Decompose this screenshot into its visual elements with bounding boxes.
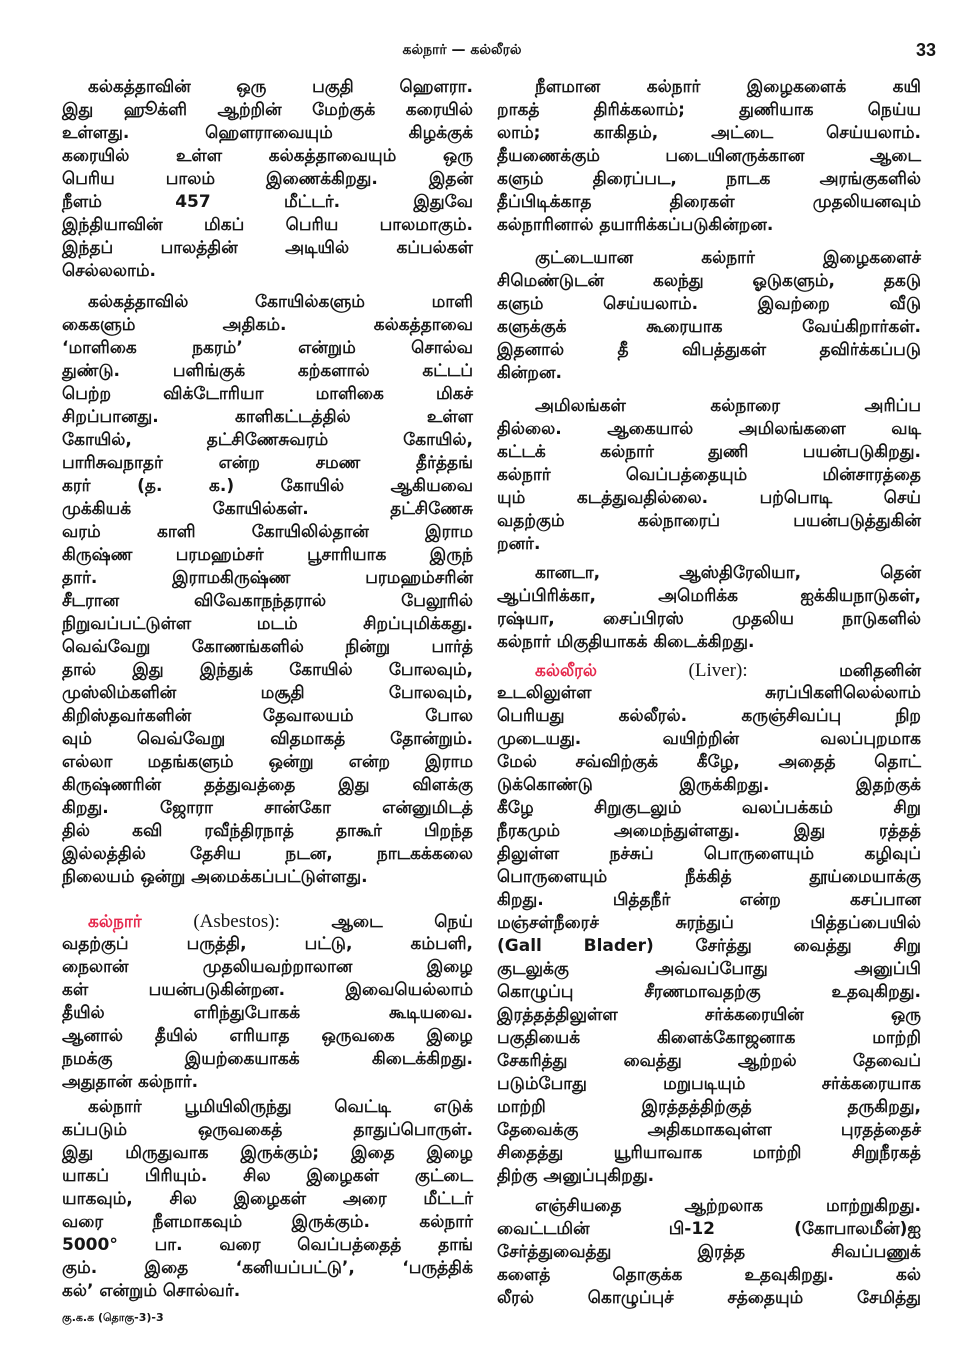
text-line: வரை நீளமாகவும் இருக்கும். கல்நார் bbox=[62, 1212, 473, 1232]
text-line: கரையில் உள்ள கல்கத்தாவையும் ஒரு bbox=[62, 146, 473, 166]
text-line: கிருஷ்ணரின் தத்துவத்தை இது விளக்கு bbox=[62, 775, 473, 795]
text-line: டுக்கொண்டு இருக்கிறது. இதற்குக் bbox=[497, 775, 921, 795]
text-line: மனிதனின் bbox=[839, 661, 922, 681]
text-line: களைத் தொகுக்க உதவுகிறது. கல் bbox=[497, 1265, 921, 1285]
text-line: தீயணைக்கும் படையினருக்கான ஆடை bbox=[497, 146, 921, 166]
text-line: ரஷ்யா, சைப்பிரஸ் முதலிய நாடுகளில் bbox=[497, 609, 921, 629]
left-column bbox=[62, 76, 473, 1303]
text-line: கல்கத்தாவின் ஒரு பகுதி ஹௌரா. bbox=[88, 77, 473, 97]
text-line: களுக்குக் கூரையாக வேய்கிறார்கள். bbox=[497, 317, 921, 337]
entry-english-term: (Liver): bbox=[688, 660, 748, 681]
text-line: சிறப்பானது. காளிகட்டத்தில் உள்ள bbox=[62, 407, 473, 427]
paragraph bbox=[497, 76, 921, 237]
text-line: நீரகமும் அமைந்துள்ளது. இது ரத்தத் bbox=[497, 821, 921, 841]
text-line: பாரிசுவநாதர் என்ற சமண தீர்த்தங் bbox=[62, 453, 473, 473]
text-line: அதுதான் கல்நார். bbox=[62, 1072, 199, 1092]
text-line: றனர். bbox=[497, 534, 541, 554]
text-line: பொருளையும் நீக்கித் தூய்மையாக்கு bbox=[497, 867, 921, 887]
text-line: கும். இதை ‘கனியப்பட்டு’, ‘பருத்திக் bbox=[62, 1258, 473, 1278]
right-column bbox=[497, 76, 921, 1310]
text-line: திலுள்ள நச்சுப் பொருளையும் கழிவுப் bbox=[497, 844, 921, 864]
text-line: சிதைத்து யூரியாவாக மாற்றி சிறுநீரகத் bbox=[497, 1143, 921, 1163]
text-line: கல்’ என்றும் சொல்வர். bbox=[62, 1281, 241, 1301]
text-line: கட்டக் கல்நார் துணி பயன்படுகிறது. bbox=[497, 442, 921, 462]
entry-first-line bbox=[497, 659, 921, 682]
text-line: கிறிஸ்தவர்களின் தேவாலயம் போல bbox=[62, 706, 473, 726]
text-line: கல்நாரினால் தயாரிக்கப்படுகின்றன. bbox=[497, 215, 774, 235]
text-line: றாகத் திரிக்கலாம்; துணியாக நெய்ய bbox=[497, 100, 921, 120]
running-title: கல்நார் — கல்லீரல் bbox=[402, 42, 522, 58]
text-line: லீரல் கொழுப்புச் சத்தையும் சேமித்து bbox=[497, 1288, 921, 1308]
text-line: கிருஷ்ண பரமஹம்சர் பூசாரியாக இருந் bbox=[62, 545, 473, 565]
text-line: திற்கு அனுப்புகிறது. bbox=[497, 1166, 655, 1186]
text-line: வரம் காளி கோயிலில்தான் இராம bbox=[62, 522, 473, 542]
paragraph bbox=[497, 395, 921, 556]
text-line: கல்நார் மிகுதியாகக் கிடைக்கிறது. bbox=[497, 632, 755, 652]
text-line: நைலான் முதலியவற்றாலான இழை bbox=[62, 957, 473, 977]
entry-liver bbox=[497, 659, 921, 1188]
text-line: உடலிலுள்ள சுரப்பிகளிலெல்லாம் bbox=[497, 683, 921, 703]
paragraph bbox=[497, 1195, 921, 1310]
text-line: மாற்றி இரத்தத்திற்குத் தருகிறது, bbox=[497, 1097, 921, 1117]
text-line: நீளம் 457 மீட்டர். இதுவே bbox=[62, 192, 473, 212]
text-line: முஸ்லிம்களின் மசூதி போலவும், bbox=[62, 683, 473, 703]
text-line: 5000° பா. வரை வெப்பத்தைத் தாங் bbox=[62, 1235, 473, 1255]
paragraph bbox=[62, 291, 473, 889]
text-line: எல்லா மதங்களும் ஒன்று என்ற இராம bbox=[62, 752, 473, 772]
text-line: களும் செய்யலாம். இவற்றை வீடு bbox=[497, 294, 921, 314]
text-line: துண்டு. பளிங்குக் கற்களால் கட்டப் bbox=[62, 361, 473, 381]
text-line: ஆடை நெய் bbox=[331, 912, 474, 932]
text-line: கள் பயன்படுகின்றன. இவையெல்லாம் bbox=[62, 980, 473, 1000]
text-line: லாம்; காகிதம், அட்டை செய்யலாம். bbox=[497, 123, 921, 143]
text-line: உள்ளது. ஹௌராவையும் கிழக்குக் bbox=[62, 123, 473, 143]
text-line: முடையது. வயிற்றின் வலப்புறமாக bbox=[497, 729, 921, 749]
text-line: (Gall Blader) சேர்த்து வைத்து சிறு bbox=[497, 936, 921, 956]
text-line: பெற்ற விக்டோரியா மாளிகை மிகச் bbox=[62, 384, 473, 404]
text-line: ஆனால் தீயில் எரியாத ஒருவகை இழை bbox=[62, 1026, 473, 1046]
volume-mark: கு.க.க (தொகு-3)-3 bbox=[62, 1311, 164, 1324]
text-line: ‘மாளிகை நகரம்’ என்றும் சொல்வ bbox=[62, 338, 473, 358]
text-line: தால் இது இந்துக் கோயில் போலவும், bbox=[62, 660, 473, 680]
text-line: கின்றன. bbox=[497, 363, 562, 383]
text-line: கல்நார் பூமியிலிருந்து வெட்டி எடுக் bbox=[88, 1097, 473, 1117]
text-line: தீயில் எரிந்துபோகக் கூடியவை. bbox=[62, 1003, 473, 1023]
text-line: கல்கத்தாவில் கோயில்களும் மாளி bbox=[88, 292, 473, 312]
text-line: பெரிய பாலம் இணைக்கிறது. இதன் bbox=[62, 169, 473, 189]
text-line: நிறுவப்பட்டுள்ள மடம் சிறப்புமிக்கது. bbox=[62, 614, 473, 634]
text-line: கல்நார் வெப்பத்தையும் மின்சாரத்தை bbox=[497, 465, 921, 485]
text-line: இந்தப் பாலத்தின் அடியில் கப்பல்கள் bbox=[62, 238, 473, 258]
text-line: வதற்கும் கல்நாரைப் பயன்படுத்துகின் bbox=[497, 511, 921, 531]
text-line: நமக்கு இயற்கையாகக் கிடைக்கிறது. bbox=[62, 1049, 473, 1069]
text-line: பெரியது கல்லீரல். கருஞ்சிவப்பு நிற bbox=[497, 706, 921, 726]
text-line: குட்டையான கல்நார் இழைகளைச் bbox=[535, 248, 921, 268]
text-line: வைட்டமின் பி-12 (கோபாலமீன்)ஐ bbox=[497, 1219, 921, 1239]
text-line: தில் கவி ரவீந்திரநாத் தாகூர் பிறந்த bbox=[62, 821, 473, 841]
text-line: இந்தியாவின் மிகப் பெரிய பாலமாகும். bbox=[62, 215, 473, 235]
text-line: யும் கடத்துவதில்லை. பற்பொடி செய் bbox=[497, 488, 921, 508]
text-line: வதற்குப் பருத்தி, பட்டு, கம்பளி, bbox=[62, 934, 473, 954]
entry-headword: கல்லீரல் bbox=[535, 661, 598, 681]
text-line: பகுதியைக் கிளைக்கோஜனாக மாற்றி bbox=[497, 1028, 921, 1048]
text-line: நிலையம் ஒன்று அமைக்கப்பட்டுள்ளது. bbox=[62, 867, 368, 887]
paragraph bbox=[497, 247, 921, 385]
text-line: கானடா, ஆஸ்திரேலியா, தென் bbox=[535, 563, 921, 583]
entry-english-term: (Asbestos): bbox=[193, 911, 280, 932]
text-line: நீளமான கல்நார் இழைகளைக் கயி bbox=[535, 77, 921, 97]
page-number: 33 bbox=[915, 40, 936, 60]
paragraph bbox=[62, 1096, 473, 1303]
text-line: முக்கியக் கோயில்கள். தட்சிணேசு bbox=[62, 499, 473, 519]
text-line: கொழுப்பு சீரணமாவதற்கு உதவுகிறது. bbox=[497, 982, 921, 1002]
paragraph bbox=[62, 76, 473, 283]
text-line: தீப்பிடிக்காத திரைகள் முதலியனவும் bbox=[497, 192, 921, 212]
text-line: சேகரித்து வைத்து ஆற்றல் தேவைப் bbox=[497, 1051, 921, 1071]
paragraph bbox=[497, 562, 921, 654]
text-line: மஞ்சள்நீரைச் சுரந்துப் பித்தப்பையில் bbox=[497, 913, 921, 933]
text-line: இது ஹூக்ளி ஆற்றின் மேற்குக் கரையில் bbox=[62, 100, 473, 120]
text-line: கைகளும் அதிகம். கல்கத்தாவை bbox=[62, 315, 473, 335]
text-line: தார். இராமகிருஷ்ண பரமஹம்சரின் bbox=[62, 568, 473, 588]
entry-first-line bbox=[62, 910, 473, 933]
text-line: களும் திரைப்பட, நாடக அரங்குகளில் bbox=[497, 169, 921, 189]
text-line: படும்போது மறுபடியும் சர்க்கரையாக bbox=[497, 1074, 921, 1094]
text-line: யாகப் பிரியும். சில இழைகள் குட்டை bbox=[62, 1166, 473, 1186]
text-line: வும் வெவ்வேறு விதமாகத் தோன்றும். bbox=[62, 729, 473, 749]
text-line: செல்லலாம். bbox=[62, 261, 156, 281]
text-line: கரர் (த. க.) கோயில் ஆகியவை bbox=[62, 476, 473, 496]
text-line: கப்படும் ஒருவகைத் தாதுப்பொருள். bbox=[62, 1120, 473, 1140]
text-line: கிறது. ஜோரா சான்கோ என்னுமிடத் bbox=[62, 798, 473, 818]
text-line: சிமெண்டுடன் கலந்து ஓடுகளும், தகடு bbox=[497, 271, 921, 291]
entry-asbestos bbox=[62, 910, 473, 1094]
text-line: இரத்தத்திலுள்ள சர்க்கரையின் ஒரு bbox=[497, 1005, 921, 1025]
text-line: அமிலங்கள் கல்நாரை அரிப்ப bbox=[535, 396, 921, 416]
text-line: தில்லை. ஆகையால் அமிலங்களை வடி bbox=[497, 419, 921, 439]
text-line: இதனால் தீ விபத்துகள் தவிர்க்கப்படு bbox=[497, 340, 921, 360]
text-line: சீடரான விவேகாநந்தரால் பேலூரில் bbox=[62, 591, 473, 611]
text-line: கோயில், தட்சிணேசுவரம் கோயில், bbox=[62, 430, 473, 450]
text-line: கிறது. பித்தநீர் என்ற கசப்பான bbox=[497, 890, 921, 910]
text-line: இல்லத்தில் தேசிய நடன, நாடகக்கலை bbox=[62, 844, 473, 864]
text-line: இது மிருதுவாக இருக்கும்; இதை இழை bbox=[62, 1143, 473, 1163]
text-line: யாகவும், சில இழைகள் அரை மீட்டர் bbox=[62, 1189, 473, 1209]
text-line: எஞ்சியதை ஆற்றலாக மாற்றுகிறது. bbox=[535, 1196, 921, 1216]
text-line: ஆப்பிரிக்கா, அமெரிக்க ஐக்கியநாடுகள், bbox=[497, 586, 921, 606]
text-line: கீழே சிறுகுடலும் வலப்பக்கம் சிறு bbox=[497, 798, 921, 818]
text-line: வெவ்வேறு கோணங்களில் நின்று பார்த் bbox=[62, 637, 473, 657]
text-line: தேவைக்கு அதிகமாகவுள்ள புரதத்தைச் bbox=[497, 1120, 921, 1140]
entry-headword: கல்நார் bbox=[88, 912, 142, 932]
text-line: குடலுக்கு அவ்வப்போது அனுப்பி bbox=[497, 959, 921, 979]
text-line: மேல் சவ்விற்குக் கீழே, அதைத் தொட் bbox=[497, 752, 921, 772]
text-line: சேர்த்துவைத்து இரத்த சிவப்பணுக் bbox=[497, 1242, 921, 1262]
